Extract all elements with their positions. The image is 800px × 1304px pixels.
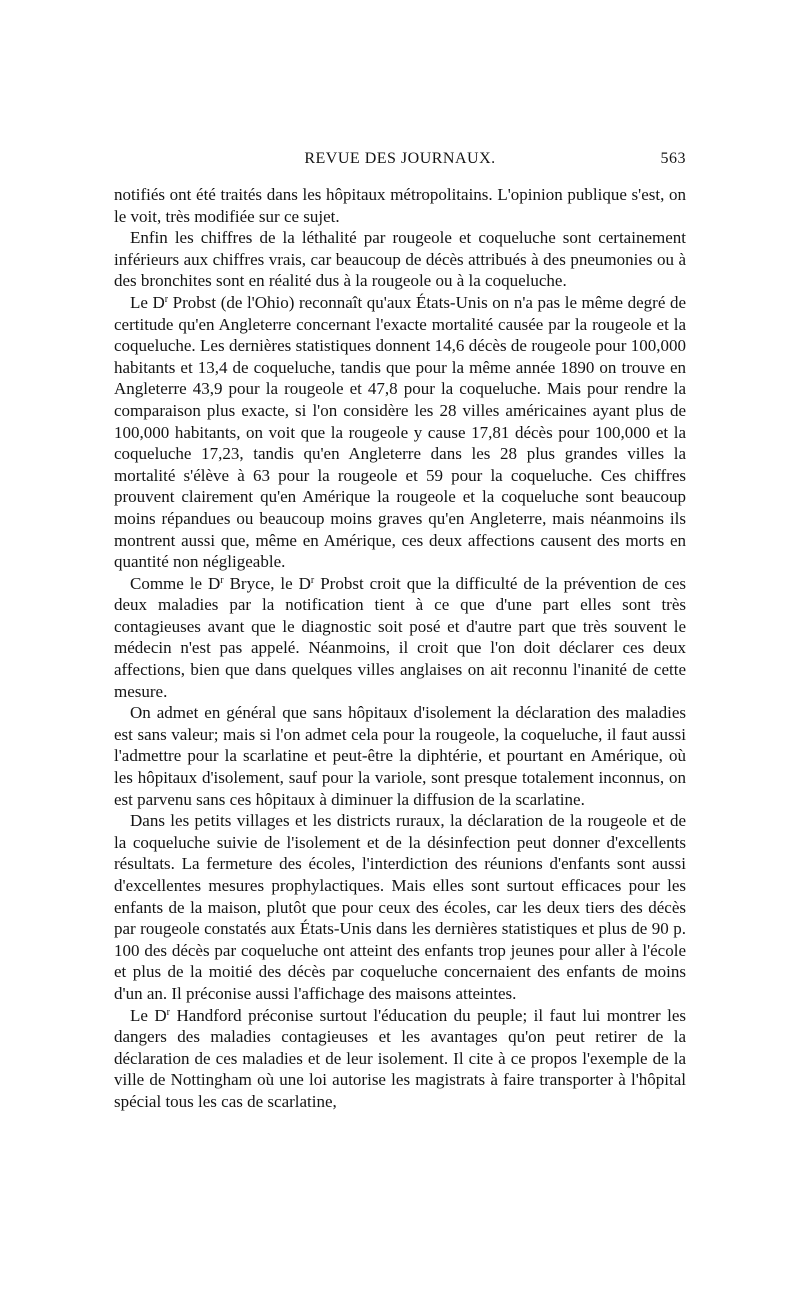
paragraph-lead: Le D [130,1005,167,1025]
paragraph-text: Handford préconise surtout l'éducation du peuple; il faut lui montrer les dangers des maladies contagieuses et les avantages qu'on peut retirer de la déclaration de ces maladies et de leur isolement. Il cite à ce propos l'exemple de la ville de Nottingham où une loi autorise les magistrats à faire transporter à l'hôpital spécial tous les cas de scarlatine, [114,1005,686,1111]
paragraph-mid: Bryce, le D [223,573,311,593]
paragraph-lead: Comme le D [130,573,221,593]
running-header [114,150,686,174]
paragraph-text: On admet en général que sans hôpitaux d'isolement la déclaration des maladies est sans valeur; mais si l'on admet cela pour la rougeole, la coqueluche, il faut aussi l'admettre pour la scarlatine et peut-être la diphtérie, et pourtant en Amérique, où les hôpitaux d'isolement, sauf pour la variole, sont presque totalement inconnus, on est parvenu sans ces hôpitaux à diminuer la diffusion de la scarlatine. [114,703,686,809]
page-number: 563 [660,150,686,167]
paragraph-rural-districts [114,810,686,1004]
paragraph-text: notifiés ont été traités dans les hôpitaux métropolitains. L'opinion publique s'est, on le voit, très modifiée sur ce sujet. [114,185,686,226]
paragraph-isolation-hospitals [114,702,686,810]
paragraph-handford [114,1005,686,1113]
paragraph-probst-statistics [114,292,686,573]
running-title: REVUE DES JOURNAUX. [304,150,496,167]
superscript: r [164,293,169,305]
paragraph-text: Probst croit que la difficulté de la prévention de ces deux maladies par la notification tient à ce que d'une part elles sont très contagieuses avant que le diagnostic soit posé et d'autre part que très souvent le médecin n'est pas appelé. Néanmoins, il croit que l'on doit déclarer ces deux affections, bien que dans quelques villes anglaises on ait reconnu l'inanité de cette mesure. [114,573,686,701]
article-body [114,184,686,1113]
paragraph-text: Probst (de l'Ohio) reconnaît qu'aux États-Unis on n'a pas le même degré de certitude qu'en Angleterre concernant l'exacte mortalité causée par la rougeole et la coqueluche. Les dernières statistiques donnent 14,6 décès de rougeole pour 100,000 habitants et 13,4 de coqueluche, tandis que pour la même année 1890 on trouve en Angleterre 43,9 pour la rougeole et 47,8 pour la coqueluche. Mais pour rendre la comparaison plus exacte, si l'on considère les 28 villes américaines ayant plus de 100,000 habitants, on voit que la rougeole y cause 17,81 décès pour 100,000 et la coqueluche 17,23, tandis qu'en Angleterre dans les 28 plus grandes villes la mortalité s'élève à 63 pour la rougeole et 59 pour la coqueluche. Ces chiffres prouvent clairement qu'en Amérique la rougeole et la coqueluche sont beaucoup moins répandues ou beaucoup moins graves qu'en Angleterre, mais néanmoins ils montrent aussi que, même en Amérique, ces deux affections causent des morts en quantité non négligeable. [114,292,686,572]
journal-page [114,150,686,1113]
paragraph-text: Dans les petits villages et les districts ruraux, la déclaration de la rougeole et de la coqueluche suivie de l'isolement et de la désinfection peut donner d'excellents résultats. La fermeture des écoles, l'interdiction des réunions d'enfants sont aussi d'excellentes mesures prophylactiques. Mais elles sont surtout efficaces pour les enfants de la maison, plutôt que pour ceux des écoles, car les deux tiers des décès par rougeole constatés aux États-Unis dans les dernières statistiques et plus de 90 p. 100 des décès par coqueluche ont atteint des enfants trop jeunes pour aller à l'école et plus de la moitié des décès par coqueluche concernaient des enfants de moins d'un an. Il préconise aussi l'affichage des maisons atteintes. [114,811,686,1003]
paragraph-bryce-probst [114,573,686,703]
paragraph-lethality [114,227,686,292]
superscript: r [220,574,224,586]
superscript: r [310,574,315,586]
paragraph-continuation [114,184,686,227]
paragraph-text: Enfin les chiffres de la léthalité par rougeole et coqueluche sont certainement inférieurs aux chiffres vrais, car beaucoup de décès attribués à des pneumonies ou à des bronchites sont en réalité dus à la rougeole ou à la coqueluche. [114,228,686,291]
superscript: r [166,1006,171,1018]
paragraph-lead: Le D [130,292,165,312]
